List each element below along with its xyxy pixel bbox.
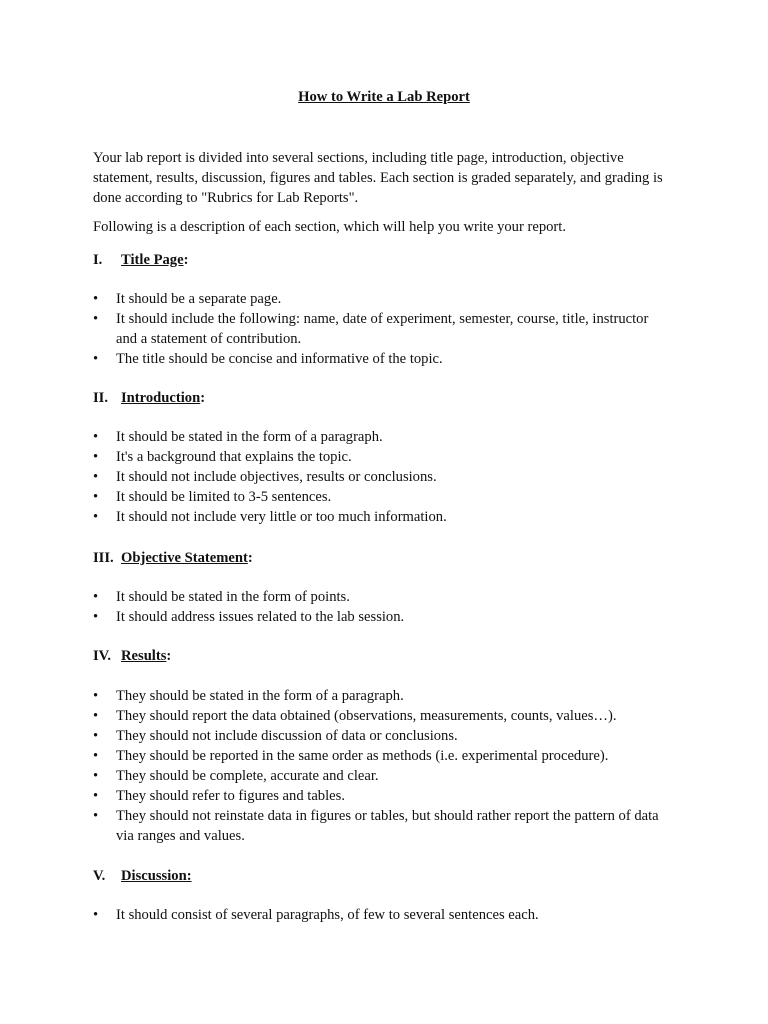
list-item: • It should not include objectives, results or conclusions. [93, 467, 673, 487]
section-numeral: V. [93, 868, 106, 884]
list-item: • It should include the following: name, date of experiment, semester, course, title, instructor and a statement of contribution. [93, 309, 673, 349]
list-item: • It should not include very little or too much information. [93, 507, 673, 527]
list-item: • It should be a separate page. [93, 289, 673, 309]
list-item: • It should address issues related to the lab session. [93, 607, 673, 627]
list-item: • They should not reinstate data in figures or tables, but should rather report the pattern of data via ranges and values. [93, 806, 673, 846]
list-item: • They should be stated in the form of a paragraph. [93, 686, 673, 706]
following-paragraph: Following is a description of each section, which will help you write your report. [93, 219, 566, 235]
list-item: • It's a background that explains the topic. [93, 447, 673, 467]
section-heading-objective-statement [93, 548, 253, 568]
section-heading-introduction [93, 388, 205, 408]
section-numeral: III. [93, 550, 114, 566]
list-item: • It should be limited to 3-5 sentences. [93, 487, 673, 507]
section-heading-text: Results [121, 648, 167, 664]
bullet-list-introduction [93, 427, 673, 527]
section-numeral: II. [93, 390, 109, 406]
list-item: • It should consist of several paragraphs, of few to several sentences each. [93, 905, 673, 925]
intro-paragraph: Your lab report is divided into several sections, including title page, introduction, objective statement, results, discussion, figures and tables. Each section is graded separately, and grading is done according to "Rubrics for Lab Reports". [93, 150, 663, 206]
document-title: How to Write a Lab Report [298, 89, 470, 105]
list-item: • The title should be concise and informative of the topic. [93, 349, 673, 369]
list-item: • They should not include discussion of data or conclusions. [93, 726, 673, 746]
section-numeral: I. [93, 252, 103, 268]
section-heading-text: Objective Statement [121, 550, 248, 566]
list-item: • They should refer to figures and tables. [93, 786, 673, 806]
bullet-list-objective-statement [93, 587, 673, 627]
section-heading-results [93, 646, 171, 666]
section-heading-text: Introduction [121, 390, 201, 406]
list-item: • It should be stated in the form of a paragraph. [93, 427, 673, 447]
list-item: • They should be reported in the same order as methods (i.e. experimental procedure). [93, 746, 673, 766]
list-item: • They should be complete, accurate and clear. [93, 766, 673, 786]
section-heading-text: Discussion: [121, 868, 192, 884]
section-heading-colon: : [166, 648, 172, 664]
section-heading-colon: : [247, 550, 253, 566]
section-heading-text: Title Page [121, 252, 184, 268]
list-item: • It should be stated in the form of points. [93, 587, 673, 607]
bullet-list-discussion [93, 905, 673, 925]
list-item: • They should report the data obtained (observations, measurements, counts, values…). [93, 706, 673, 726]
section-numeral: IV. [93, 648, 111, 664]
section-heading-colon: : [183, 252, 189, 268]
section-heading-title-page [93, 250, 188, 270]
section-heading-colon: : [200, 390, 206, 406]
bullet-list-title-page [93, 289, 673, 369]
bullet-list-results [93, 686, 673, 846]
section-heading-discussion [93, 866, 192, 886]
